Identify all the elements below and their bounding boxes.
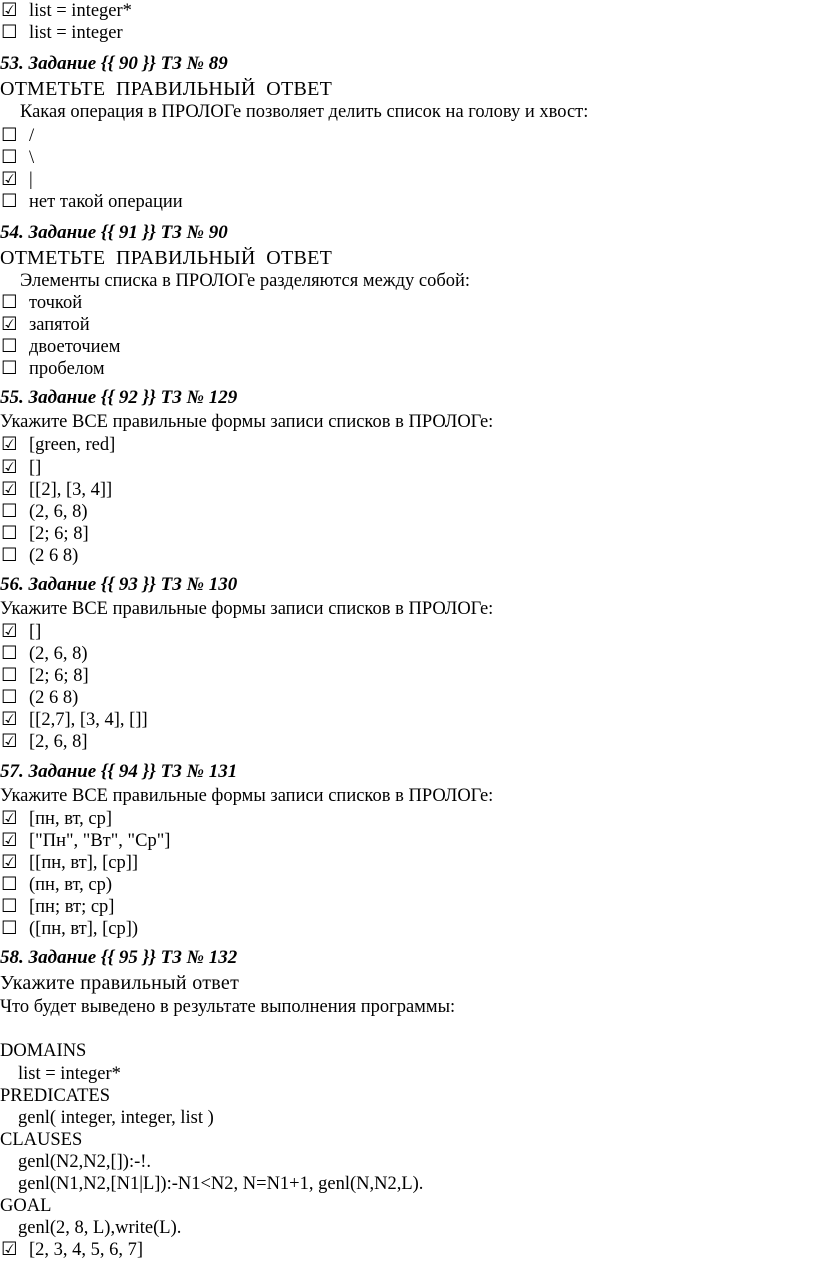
option-label: ["Пн", "Вт", "Ср"] bbox=[29, 831, 171, 851]
unchecked-box-icon: ☐ bbox=[1, 666, 18, 686]
answer-option bbox=[1, 874, 112, 896]
option-label: [] bbox=[29, 458, 42, 478]
option-label: [[2], [3, 4]] bbox=[29, 480, 113, 500]
unchecked-box-icon: ☐ bbox=[1, 502, 18, 522]
answer-option bbox=[1, 191, 183, 213]
text-line: PREDICATES bbox=[0, 1086, 110, 1106]
text-line: Укажите ВСЕ правильные формы записи списков в ПРОЛОГе: bbox=[0, 412, 494, 432]
checked-box-icon: ☑ bbox=[1, 809, 18, 829]
option-label: [пн, вт, ср] bbox=[29, 809, 113, 829]
task-heading: 58. Задание {{ 95 }} ТЗ № 132 bbox=[0, 947, 238, 968]
answer-option bbox=[1, 169, 33, 191]
option-label: / bbox=[29, 126, 35, 146]
option-label: двоеточием bbox=[29, 337, 121, 357]
checked-box-icon: ☑ bbox=[1, 480, 18, 500]
option-label: [2; 6; 8] bbox=[29, 666, 89, 686]
option-label: [green, red] bbox=[29, 435, 116, 455]
option-label: точкой bbox=[29, 293, 83, 313]
unchecked-box-icon: ☐ bbox=[1, 546, 18, 566]
answer-option bbox=[1, 457, 41, 479]
answer-option bbox=[1, 808, 112, 830]
checked-box-icon: ☑ bbox=[1, 170, 18, 190]
option-label: [2, 3, 4, 5, 6, 7] bbox=[29, 1240, 144, 1260]
unchecked-box-icon: ☐ bbox=[1, 337, 18, 357]
question-text: Элементы списка в ПРОЛОГе разделяются между собой: bbox=[20, 271, 471, 291]
option-label: [2, 6, 8] bbox=[29, 732, 88, 752]
answer-option bbox=[1, 314, 90, 336]
answer-option bbox=[1, 665, 89, 687]
unchecked-box-icon: ☐ bbox=[1, 688, 18, 708]
text-line: Укажите ВСЕ правильные формы записи списков в ПРОЛОГе: bbox=[0, 599, 494, 619]
code-line: genl(2, 8, L),write(L). bbox=[18, 1218, 182, 1238]
instruction-caption: Укажите правильный ответ bbox=[0, 972, 240, 994]
option-label: list = integer bbox=[29, 23, 123, 43]
unchecked-box-icon: ☐ bbox=[1, 875, 18, 895]
unchecked-box-icon: ☐ bbox=[1, 359, 18, 379]
task-heading: 53. Задание {{ 90 }} ТЗ № 89 bbox=[0, 53, 228, 74]
option-label: пробелом bbox=[29, 359, 105, 379]
unchecked-box-icon: ☐ bbox=[1, 524, 18, 544]
answer-option bbox=[1, 1239, 143, 1261]
text-line: Что будет выведено в результате выполнения программы: bbox=[0, 997, 456, 1017]
unchecked-box-icon: ☐ bbox=[1, 148, 18, 168]
answer-option bbox=[1, 0, 132, 22]
text-line: Укажите ВСЕ правильные формы записи списков в ПРОЛОГе: bbox=[0, 786, 494, 806]
answer-option bbox=[1, 545, 78, 567]
answer-option bbox=[1, 918, 138, 940]
checked-box-icon: ☑ bbox=[1, 622, 18, 642]
answer-option bbox=[1, 147, 34, 169]
code-line: genl(N1,N2,[N1|L]):-N1<N2, N=N1+1, genl(N,N2,L). bbox=[18, 1174, 424, 1194]
answer-option bbox=[1, 896, 114, 918]
option-label: [2; 6; 8] bbox=[29, 524, 89, 544]
answer-option bbox=[1, 292, 82, 314]
option-label: (пн, вт, ср) bbox=[29, 875, 113, 895]
option-label: (2 6 8) bbox=[29, 688, 79, 708]
code-line: genl( integer, integer, list ) bbox=[18, 1108, 214, 1128]
answer-option bbox=[1, 687, 78, 709]
checked-box-icon: ☑ bbox=[1, 1, 18, 21]
option-label: \ bbox=[29, 148, 35, 168]
option-label: | bbox=[29, 170, 33, 190]
instruction-caption: ОТМЕТЬТЕ ПРАВИЛЬНЫЙ ОТВЕТ bbox=[0, 78, 333, 100]
checked-box-icon: ☑ bbox=[1, 853, 18, 873]
answer-option bbox=[1, 22, 123, 44]
unchecked-box-icon: ☐ bbox=[1, 126, 18, 146]
unchecked-box-icon: ☐ bbox=[1, 919, 18, 939]
option-label: запятой bbox=[29, 315, 90, 335]
answer-option bbox=[1, 501, 88, 523]
answer-option bbox=[1, 125, 34, 147]
option-label: (2, 6, 8) bbox=[29, 502, 88, 522]
option-label: [[пн, вт], [ср]] bbox=[29, 853, 139, 873]
answer-option bbox=[1, 643, 88, 665]
code-line: list = integer* bbox=[18, 1064, 121, 1084]
text-line: GOAL bbox=[0, 1196, 52, 1216]
task-heading: 56. Задание {{ 93 }} ТЗ № 130 bbox=[0, 574, 238, 595]
option-label: [пн; вт; ср] bbox=[29, 897, 115, 917]
option-label: [[2,7], [3, 4], []] bbox=[29, 710, 148, 730]
unchecked-box-icon: ☐ bbox=[1, 293, 18, 313]
checked-box-icon: ☑ bbox=[1, 710, 18, 730]
answer-option bbox=[1, 479, 112, 501]
option-label: (2, 6, 8) bbox=[29, 644, 88, 664]
option-label: list = integer* bbox=[29, 1, 132, 21]
unchecked-box-icon: ☐ bbox=[1, 23, 18, 43]
task-heading: 54. Задание {{ 91 }} ТЗ № 90 bbox=[0, 222, 228, 243]
task-heading: 55. Задание {{ 92 }} ТЗ № 129 bbox=[0, 387, 238, 408]
answer-option bbox=[1, 523, 89, 545]
answer-option bbox=[1, 852, 138, 874]
instruction-caption: ОТМЕТЬТЕ ПРАВИЛЬНЫЙ ОТВЕТ bbox=[0, 247, 333, 269]
question-text: Какая операция в ПРОЛОГе позволяет делить список на голову и хвост: bbox=[20, 102, 589, 122]
unchecked-box-icon: ☐ bbox=[1, 644, 18, 664]
answer-option bbox=[1, 621, 41, 643]
code-line: genl(N2,N2,[]):-!. bbox=[18, 1152, 152, 1172]
answer-option bbox=[1, 336, 120, 358]
answer-option bbox=[1, 731, 88, 753]
checked-box-icon: ☑ bbox=[1, 732, 18, 752]
unchecked-box-icon: ☐ bbox=[1, 897, 18, 917]
checked-box-icon: ☑ bbox=[1, 1240, 18, 1260]
checked-box-icon: ☑ bbox=[1, 831, 18, 851]
answer-option bbox=[1, 830, 170, 852]
option-label: ([пн, вт], [ср]) bbox=[29, 919, 139, 939]
checked-box-icon: ☑ bbox=[1, 315, 18, 335]
text-line: DOMAINS bbox=[0, 1041, 87, 1061]
option-label: нет такой операции bbox=[29, 192, 183, 212]
option-label: [] bbox=[29, 622, 42, 642]
checked-box-icon: ☑ bbox=[1, 458, 18, 478]
answer-option bbox=[1, 709, 148, 731]
answer-option bbox=[1, 434, 115, 456]
text-line: CLAUSES bbox=[0, 1130, 83, 1150]
task-heading: 57. Задание {{ 94 }} ТЗ № 131 bbox=[0, 761, 238, 782]
option-label: (2 6 8) bbox=[29, 546, 79, 566]
unchecked-box-icon: ☐ bbox=[1, 192, 18, 212]
answer-option bbox=[1, 358, 105, 380]
checked-box-icon: ☑ bbox=[1, 435, 18, 455]
